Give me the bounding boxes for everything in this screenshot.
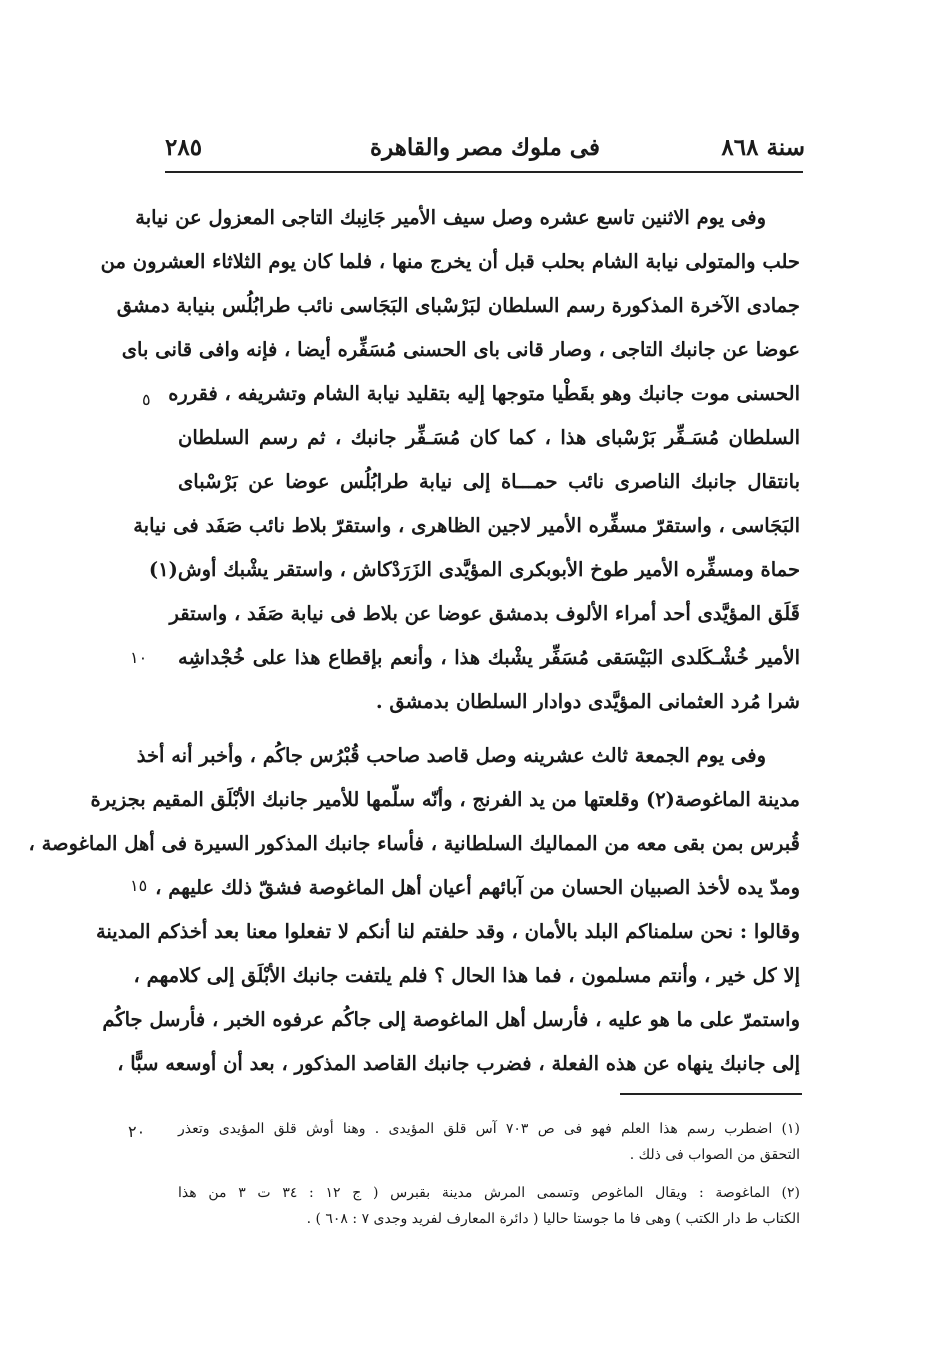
text-line: البَجَاسى ، واستقرّ مسفِّره الأمير لاجين الظاهرى ، واستقرّ بلاط نائب صَفَد فى نيابة (133, 514, 800, 537)
footnote-line: (٢) الماغوصة : ويقال الماغوص وتسمى المرش مدينة بقبرس ( ج ١٢ : ٣٤ ت ٣ من هذا (178, 1185, 800, 1201)
text-line: مدينة الماغوصة(٢) وقلعتها من يد الفرنج ، وأنّه سلّمها للأمير جانبك الأبْلَق المقيم بجزيرة (90, 788, 800, 811)
text-line: السلطان مُسَـفِّر بَرْسْباى هذا ، كما كان مُسَـفِّر جانبك ، ثم رسم السلطان (178, 426, 800, 449)
footnote-line: الكتاب ط دار الكتب ) وهى فا ما جوستا حاليا ( دائرة المعارف لفريد وجدى ٧ : ٦٠٨ ) . (306, 1211, 800, 1227)
text-line: ومدّ يده لأخذ الصبيان الحسان من آبائهم أعيان أهل الماغوصة فشقّ ذلك عليهم ، (155, 876, 800, 899)
text-line: وفى يوم الاثنين تاسع عشره وصل سيف الأمير جَانِبك التاجى المعزول عن نيابة (135, 206, 766, 229)
text-line: واستمرّ على ما هو عليه ، فأرسل أهل الماغوصة إلى جاكُم عرفوه الخبر ، فأرسل جاكُم (102, 1008, 800, 1031)
header-year: سنة ٨٦٨ (721, 134, 805, 161)
text-line: إلا كل خير ، وأنتم مسلمون ، فما هذا الحال ؟ فلم يلتفت جانبك الأبْلَق إلى كلامهم ، (133, 964, 800, 987)
text-line: قَلَق المؤيَّدى أحد أمراء الألوف بدمشق عوضا عن بلاط فى نيابة صَفَد ، واستقر (169, 602, 800, 625)
text-line: عوضا عن جانبك التاجى ، وصار قانى باى الحسنى مُسَفِّره أيضا ، فإنه وافى قانى باى (121, 338, 800, 361)
header-divider (165, 171, 803, 173)
text-line: بانتقال جانبك الناصرى نائب حمـــاة إلى نيابة طرابُلُس عوضا عن بَرْسْباى (178, 470, 800, 493)
line-number-5: ٥ (142, 390, 151, 409)
text-line: شرا مُرد العثمانى المؤيَّدى دوادار السلطان بدمشق . (375, 690, 800, 713)
text-line: الحسنى موت جانبك وهو بقَطْيا متوجها إليه بتقليد نيابة الشام وتشريفه ، فقرره (168, 382, 800, 405)
text-line: إلى جانبك ينهاه عن هذه الفعلة ، فضرب جانبك القاصد المذكور ، بعد أن أوسعه سبًّا ، (117, 1052, 800, 1075)
text-line: وقالوا : نحن سلمناكم البلد بالأمان ، وقد حلفتم لنا أنكم لا تفعلوا معنا بعد أخذكم المدينة (95, 920, 800, 943)
running-header (165, 128, 805, 168)
header-title: فى ملوك مصر والقاهرة (370, 134, 600, 161)
line-number-10: ١٠ (130, 648, 148, 667)
footnote-line: (١) اضطرب رسم هذا العلم فهو فى ص ٧٠٣ آس قلق المؤيدى . وهنا أوش قلق المؤيدى وتعذر (178, 1121, 800, 1137)
line-number-15: ١٥ (130, 876, 148, 895)
text-line: حلب والمتولى نيابة الشام بحلب قبل أن يخرج منها ، فلما كان يوم الثلاثاء العشرون من (100, 250, 800, 273)
footnote-line: التحقق من الصواب فى ذلك . (629, 1147, 800, 1163)
text-line: قُبرس بمن بقى معه من المماليك السلطانية ، فأساء جانبك المذكور السيرة فى أهل الماغوصة ، (28, 832, 800, 855)
text-line: وفى يوم الجمعة ثالث عشرينه وصل قاصد صاحب قُبْرُس جاكُم ، وأخبر أنه أخذ (136, 744, 766, 767)
footnote-divider (620, 1093, 802, 1095)
text-line: الأمير خُشْـكَلدى البَيْسَقى مُسَفِّر يشْبك هذا ، وأنعم بإقطاع هذا على خُجْداشِه (178, 646, 800, 669)
text-line: جمادى الآخرة المذكورة رسم السلطان لبَرْسْباى البَجَاسى نائب طرابُلُس بنيابة دمشق (116, 294, 800, 317)
text-line: حماة ومسفِّره الأمير طوخ الأبوبكرى المؤيَّدى الزَرَدْكاش ، واستقر يشْبك أوش(١) (148, 558, 800, 581)
line-number-20: ٢٠ (128, 1122, 146, 1141)
page-number: ٢٨٥ (165, 134, 203, 161)
